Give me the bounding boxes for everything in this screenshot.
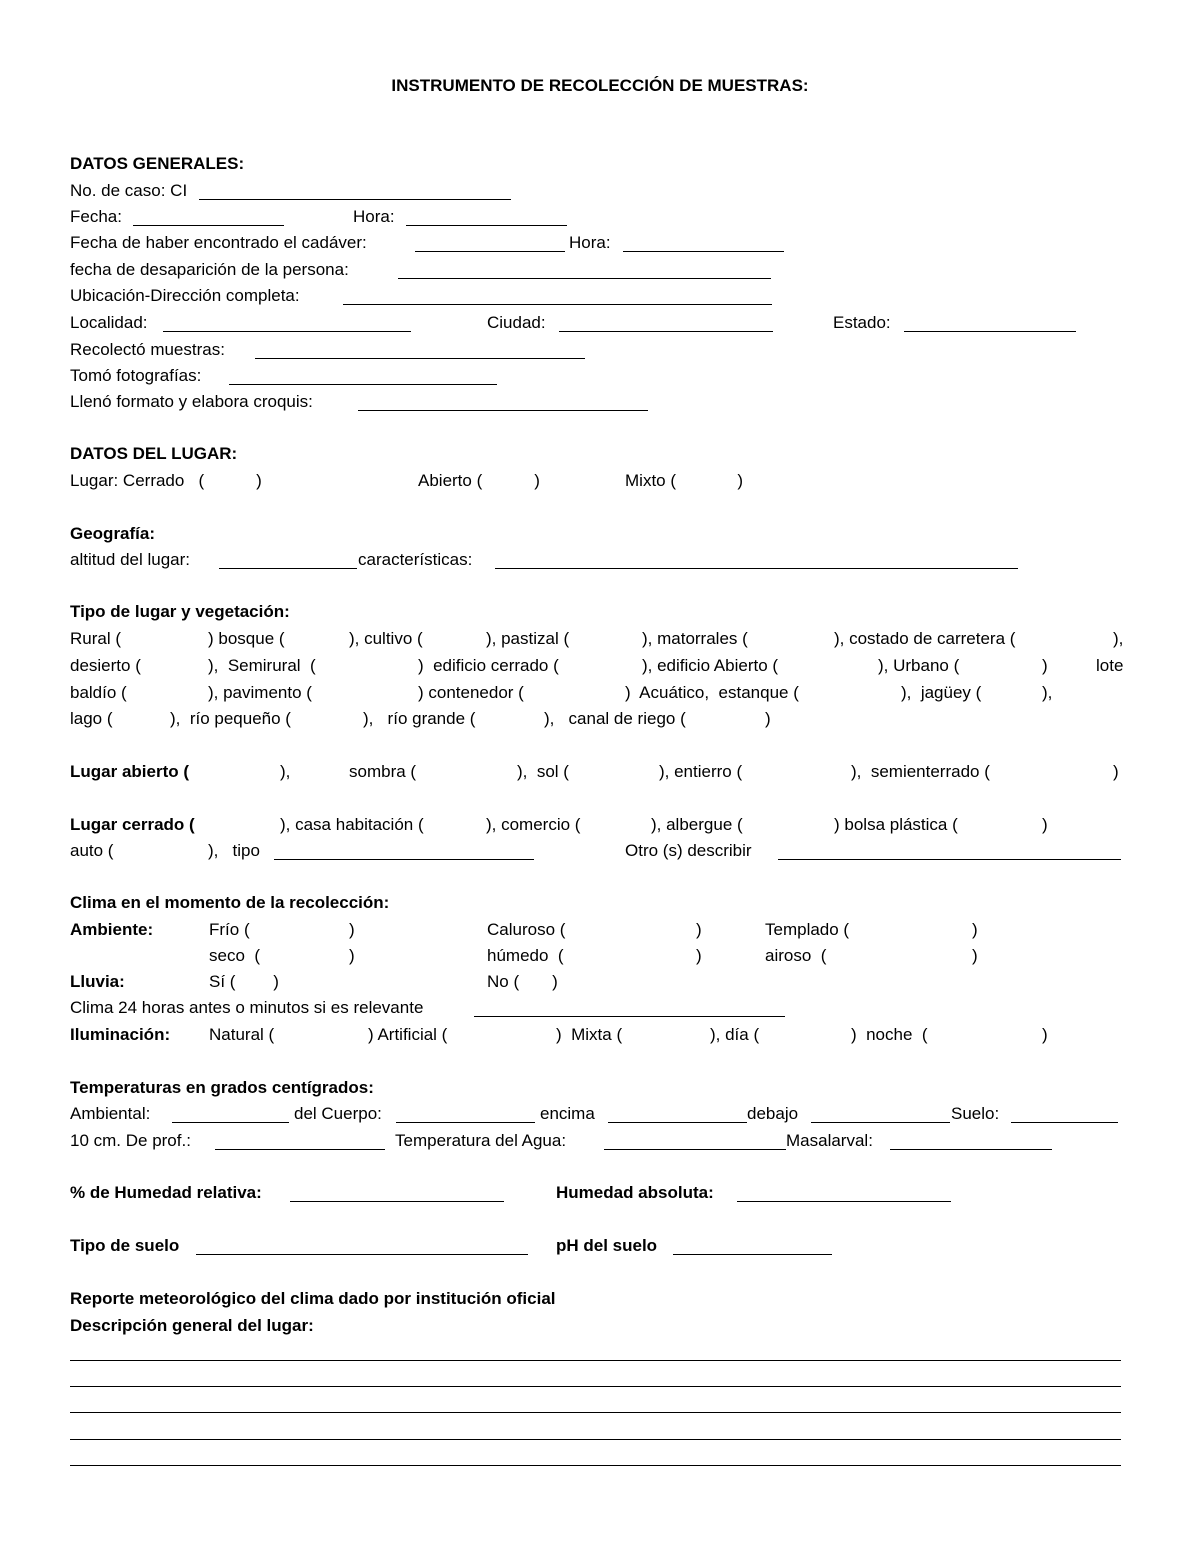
altitud-label: altitud del lugar: (70, 550, 191, 569)
descripcion-line[interactable] (70, 1386, 1121, 1387)
iluminacion-end: ) (1042, 1025, 1048, 1044)
ambiental-label: Ambiental: (70, 1104, 151, 1123)
lugar-abierto-option[interactable]: Abierto ( ) (418, 471, 540, 490)
caluroso-close: ) (696, 920, 702, 939)
option-entierro[interactable]: ), entierro ( (659, 762, 743, 781)
prof-field[interactable] (215, 1149, 385, 1150)
option-sol[interactable]: ), sol ( (517, 762, 569, 781)
option-casa-habitacion[interactable]: ), casa habitación ( (280, 815, 424, 834)
humedad-relativa-label: % de Humedad relativa: (70, 1183, 262, 1202)
airoso-close: ) (972, 946, 978, 965)
option-frio[interactable]: Frío ( (209, 920, 250, 939)
option-baldio[interactable]: baldío ( (70, 683, 127, 702)
caracteristicas-field[interactable] (495, 568, 1018, 569)
geografia-heading: Geografía: (70, 524, 156, 543)
option-rio-grande[interactable]: ), río grande ( (363, 709, 476, 728)
recolecto-label: Recolectó muestras: (70, 340, 225, 359)
option-contenedor[interactable]: ) contenedor ( (418, 683, 524, 702)
case-no-field[interactable] (199, 199, 511, 200)
option-noche[interactable]: ) noche ( (851, 1025, 928, 1044)
ph-label: pH del suelo (556, 1236, 658, 1255)
option-mixta[interactable]: ) Mixta ( (556, 1025, 623, 1044)
option-pavimento[interactable]: ), pavimento ( (208, 683, 312, 702)
row3-close: ), (1042, 683, 1053, 702)
debajo-label: debajo (747, 1104, 799, 1123)
clima24-label: Clima 24 horas antes o minutos si es relevante (70, 998, 424, 1017)
lleno-label: Llenó formato y elabora croquis: (70, 392, 313, 411)
option-rio-pequeno[interactable]: ), río pequeño ( (170, 709, 291, 728)
option-bosque[interactable]: ) bosque ( (208, 629, 285, 648)
option-natural[interactable]: Natural ( (209, 1025, 275, 1044)
templado-close: ) (972, 920, 978, 939)
option-costado-carretera[interactable]: ), costado de carretera ( (834, 629, 1016, 648)
hora2-field[interactable] (623, 251, 784, 252)
suelo-temp-field[interactable] (1011, 1122, 1118, 1123)
option-bolsa-plastica[interactable]: ) bolsa plástica ( (834, 815, 958, 834)
agua-field[interactable] (604, 1149, 786, 1150)
option-desierto[interactable]: desierto ( (70, 656, 141, 675)
page-title: INSTRUMENTO DE RECOLECCIÓN DE MUESTRAS: (391, 76, 809, 95)
agua-label: Temperatura del Agua: (395, 1131, 567, 1150)
caracteristicas-label: características: (358, 550, 473, 569)
lugar-heading: DATOS DEL LUGAR: (70, 444, 238, 463)
option-comercio[interactable]: ), comercio ( (486, 815, 581, 834)
fecha-field[interactable] (133, 225, 284, 226)
option-auto[interactable]: auto ( (70, 841, 114, 860)
lugar-abierto-close: ), (280, 762, 291, 781)
ambiente-label: Ambiente: (70, 920, 154, 939)
option-seco[interactable]: seco ( (209, 946, 261, 965)
tipo-label: ), tipo (208, 841, 260, 860)
option-edificio-cerrado[interactable]: ) edificio cerrado ( (418, 656, 559, 675)
humedad-relativa-field[interactable] (290, 1201, 504, 1202)
option-sombra[interactable]: sombra ( (349, 762, 417, 781)
lleno-field[interactable] (358, 410, 648, 411)
option-cultivo[interactable]: ), cultivo ( (349, 629, 423, 648)
option-lote[interactable]: lote (1096, 656, 1124, 675)
clima24-field[interactable] (474, 1016, 785, 1017)
masa-label: Masalarval: (786, 1131, 873, 1150)
prof-label: 10 cm. De prof.: (70, 1131, 191, 1150)
humedad-absoluta-field[interactable] (737, 1201, 951, 1202)
option-artificial[interactable]: ) Artificial ( (368, 1025, 448, 1044)
localidad-field[interactable] (163, 331, 411, 332)
lugar-cerrado-option[interactable]: Lugar: Cerrado ( ) (70, 471, 262, 490)
frio-close: ) (349, 920, 355, 939)
lugar-mixto-option[interactable]: Mixto ( ) (625, 471, 744, 490)
humedad-absoluta-label: Humedad absoluta: (556, 1183, 714, 1202)
seco-close: ) (349, 946, 355, 965)
masa-field[interactable] (890, 1149, 1052, 1150)
general-heading: DATOS GENERALES: (70, 154, 245, 173)
row4-close: ) (765, 709, 771, 728)
tomo-label: Tomó fotografías: (70, 366, 202, 385)
option-humedo[interactable]: húmedo ( (487, 946, 564, 965)
option-albergue[interactable]: ), albergue ( (651, 815, 743, 834)
option-caluroso[interactable]: Caluroso ( (487, 920, 566, 939)
fecha-cadaver-label: Fecha de haber encontrado el cadáver: (70, 233, 367, 252)
descripcion-line[interactable] (70, 1412, 1121, 1413)
ciudad-label: Ciudad: (487, 313, 546, 332)
tipo-suelo-label: Tipo de suelo (70, 1236, 180, 1255)
cuerpo-field[interactable] (396, 1122, 535, 1123)
option-pastizal[interactable]: ), pastizal ( (486, 629, 570, 648)
option-edificio-abierto[interactable]: ), edificio Abierto ( (642, 656, 779, 675)
localidad-label: Localidad: (70, 313, 148, 332)
option-semirural[interactable]: ), Semirural ( (208, 656, 316, 675)
option-semienterrado[interactable]: ), semienterrado ( (851, 762, 990, 781)
option-templado[interactable]: Templado ( (765, 920, 850, 939)
cuerpo-label: del Cuerpo: (294, 1104, 382, 1123)
option-estanque[interactable]: ) Acuático, estanque ( (625, 683, 799, 702)
tipo-field[interactable] (274, 859, 534, 860)
temperaturas-heading: Temperaturas en grados centígrados: (70, 1078, 374, 1097)
option-lluvia-si[interactable]: Sí ( ) (209, 972, 279, 991)
tipo-lugar-heading: Tipo de lugar y vegetación: (70, 602, 290, 621)
debajo-field[interactable] (811, 1122, 950, 1123)
descripcion-line[interactable] (70, 1360, 1121, 1361)
lluvia-label: Lluvia: (70, 972, 125, 991)
option-airoso[interactable]: airoso ( (765, 946, 827, 965)
encima-label: encima (540, 1104, 595, 1123)
clima-heading: Clima en el momento de la recolección: (70, 893, 390, 912)
option-jaguey[interactable]: ), jagüey ( (901, 683, 982, 702)
suelo-temp-label: Suelo: (951, 1104, 1000, 1123)
hora2-label: Hora: (569, 233, 611, 252)
urbano-close: ) (1042, 656, 1048, 675)
row1-close: ), (1113, 629, 1124, 648)
option-canal-riego[interactable]: ), canal de riego ( (544, 709, 686, 728)
iluminacion-label: Iluminación: (70, 1025, 171, 1044)
option-lluvia-no[interactable]: No ( ) (487, 972, 558, 991)
fecha-label: Fecha: (70, 207, 122, 226)
case-no-label: No. de caso: CI (70, 181, 188, 200)
otro-label: Otro (s) describir (625, 841, 752, 860)
tomo-field[interactable] (229, 384, 497, 385)
estado-field[interactable] (904, 331, 1076, 332)
estado-label: Estado: (833, 313, 891, 332)
otro-field[interactable] (778, 859, 1121, 860)
option-urbano[interactable]: ), Urbano ( (878, 656, 960, 675)
ph-field[interactable] (673, 1254, 832, 1255)
altitud-field[interactable] (219, 568, 357, 569)
option-matorrales[interactable]: ), matorrales ( (642, 629, 748, 648)
lugar-abierto-end: ) (1113, 762, 1119, 781)
option-lago[interactable]: lago ( (70, 709, 113, 728)
ubicacion-label: Ubicación-Dirección completa: (70, 286, 300, 305)
encima-field[interactable] (608, 1122, 747, 1123)
descripcion-label: Descripción general del lugar: (70, 1316, 314, 1335)
hora-field[interactable] (406, 225, 567, 226)
reporte-label: Reporte meteorológico del clima dado por institución oficial (70, 1289, 556, 1308)
ubicacion-field[interactable] (343, 304, 772, 305)
fecha-desaparicion-label: fecha de desaparición de la persona: (70, 260, 349, 279)
fecha-cadaver-field[interactable] (415, 251, 565, 252)
option-rural[interactable]: Rural ( (70, 629, 122, 648)
lugar-cerrado-end: ) (1042, 815, 1048, 834)
ambiental-field[interactable] (172, 1122, 289, 1123)
ciudad-field[interactable] (559, 331, 773, 332)
recolecto-field[interactable] (255, 358, 585, 359)
option-dia[interactable]: ), día ( (710, 1025, 760, 1044)
descripcion-line[interactable] (70, 1465, 1121, 1466)
descripcion-line[interactable] (70, 1439, 1121, 1440)
hora-label: Hora: (353, 207, 395, 226)
lugar-abierto-label[interactable]: Lugar abierto ( (70, 762, 190, 781)
humedo-close: ) (696, 946, 702, 965)
fecha-desaparicion-field[interactable] (398, 278, 771, 279)
lugar-cerrado-label[interactable]: Lugar cerrado ( (70, 815, 195, 834)
tipo-suelo-field[interactable] (196, 1254, 528, 1255)
